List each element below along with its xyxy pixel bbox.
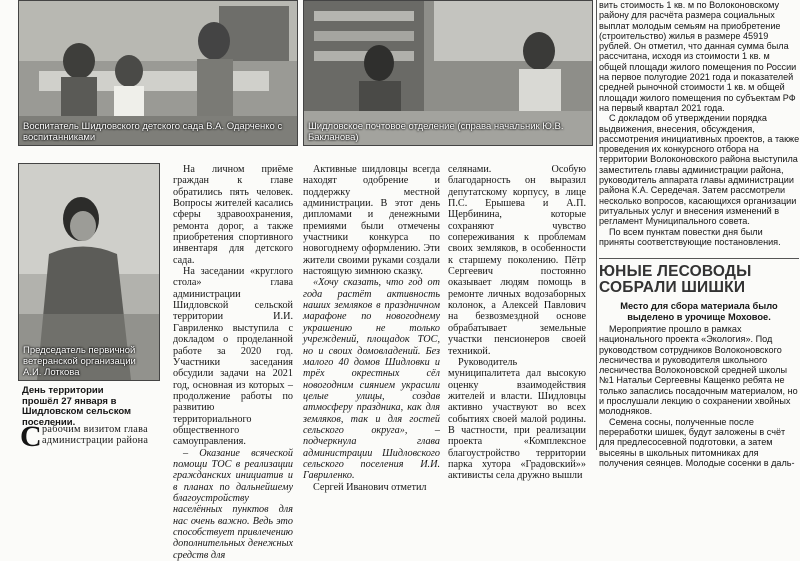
paragraph: С докладом об утверждении порядка выдвижения, внесения, обсуждения, рассмотрения инициативных проектов, а также проведения их конкурсного отбора на территории Волоконовского района выступила заместитель главы администрации района, руководитель аппарата главы администрации района К.А. Середечая. Затем рассмотрели несколько вопросов, касающихся организации ритуальных услуг и внесения изменений в регламент Муниципального совета. — [599, 113, 800, 227]
veteran-caption: Председатель первичной ветеранской организации А.И. Лоткова — [23, 345, 136, 378]
paragraph: Сергей Иванович отметил — [313, 481, 427, 493]
council-article-text — [599, 0, 800, 252]
section-divider — [599, 258, 799, 259]
post-office-caption: Шидловское почтовое отделение (справа начальник Ю.В. Бакланова) — [308, 121, 564, 143]
photo-note: День территории прошёл 27 января в Шидловском сельском поселении. — [22, 385, 132, 428]
quote-paragraph: «Хочу сказать, что год от года растёт активность наших земляков в праздничном марафоне по новогоднему украшению не только учреждений, площадок ТОС, но и своих домовладений. Без малого 40 домов Шидловки и трёх окрестных сёл новогодним сиянием украсили целые улицы, создав атмосферу праздника, как для земляков, так и для гостей сельского округа», – подчеркнула глава администрации Шидловского сельского поселения И.И. Гавриленко. — [303, 277, 440, 482]
photo-veteran — [18, 163, 160, 381]
article-column-2 — [303, 164, 440, 493]
article-intro-text: рабочим визитом глава администрации района — [42, 424, 149, 447]
paragraph: По всем пунктам повестки дня были приняты соответствующие постановления. — [599, 226, 781, 247]
photo-post-office — [303, 0, 593, 146]
article-headline: ЮНЫЕ ЛЕСОВОДЫ СОБРАЛИ ШИШКИ — [599, 263, 752, 296]
forestry-article-text — [599, 324, 800, 468]
article-column-1 — [173, 164, 293, 561]
paragraph: На личном приёме граждан к главе обратились пять человек. Вопросы жителей касались сферы здравоохранения, ремонта дорог, а также приобретения спортивного инвентаря для детского сада. — [173, 164, 293, 266]
paragraph: селянами. Особую благодарность он выразил депутатскому корпусу, в лице П.С. Ерышева и А.П. Щербинина, которые сохраняют чувство сопереживания к проблемам своих земляков, в особенности к старшему поколению. Пётр Сергеевич постоянно оказывает людям помощь в ремонте личных водозаборных колонок, а Алексей Павлович на безвозмездной основе обрабатывает земельные участки пенсионеров своей техникой. — [448, 164, 586, 357]
paragraph: Мероприятие прошло в рамках национального проекта «Экология». Под руководством сотрудников Волоконовского лесничества и руководителя школьного лесничества Волоконовской средней школы №1 Натальи Сергеевны Кащенко ребята не только запаслись посадочным материалом, но и прослушали лекцию о сохранении хвойных молодняков. — [599, 324, 798, 417]
article-column-3 — [448, 164, 586, 482]
paragraph: На заседании «круглого стола» глава администрации Шидловской сельской территории И.И. Гавриленко выступила с докладом о проделанной работе за 2020 год. Участники заседания обсудили задачи на 2021 год, основная из которых – продолжение работы по развитию территориального общественного самоуправления. — [173, 266, 293, 448]
paragraph: Активные шидловцы всегда находят одобрение и поддержку местной администрации. В этот день дипломами и денежными премиями были отмечены участники конкурса по новогоднему оформлению. Эти жители своими руками создали настоящую зимнюю сказку. — [303, 164, 440, 278]
paragraph: Руководитель муниципалитета дал высокую оценку взаимодействия жителей и власти. Шидловцы активно участвуют во всех событиях своей малой родины. В частности, при реализации проекта «Комплексное благоустройство территории парка хутора «Градовский»» активисты села дружно вышли — [448, 356, 586, 482]
paragraph: Семена сосны, полученные после переработки шишек, будут заложены в счёт для предлесосевной подготовки, а затем высеяны в школьных питомниках для получения сеянцев. Молодые сосенки в даль- — [599, 416, 795, 468]
column-divider — [596, 0, 597, 450]
article-lead: Место для сбора материала было выделено в урочище Моховое. — [620, 301, 778, 322]
quote-paragraph: – Оказание всяческой помощи ТОС в реализации гражданских инициатив и в планах по дальнейшему благоустройству населённых пунктов для нас очень важно. Ведь это способствует привлечению дополнительных денежных средств для — [173, 447, 293, 561]
photo-kindergarten — [18, 0, 298, 146]
kindergarten-caption: Воспитатель Шидловского детского сада В.А. Одарченко с воспитанниками — [23, 121, 283, 143]
drop-cap: С — [20, 420, 42, 453]
paragraph: вить стоимость 1 кв. м по Волоконовскому району для расчёта размера социальных выплат молодым семьям на приобретение (строительство) жилья в размере 45919 рублей. Он отметил, что данная сумма была рассчитана, исходя из стоимости 1 кв. м общей площади жилого помещения по России на первое полугодие 2021 года и показателей средней рыночной стоимости 1 кв. м общей площади жилого помещения по субъектам РФ на первый квартал 2021 года. — [599, 0, 797, 113]
